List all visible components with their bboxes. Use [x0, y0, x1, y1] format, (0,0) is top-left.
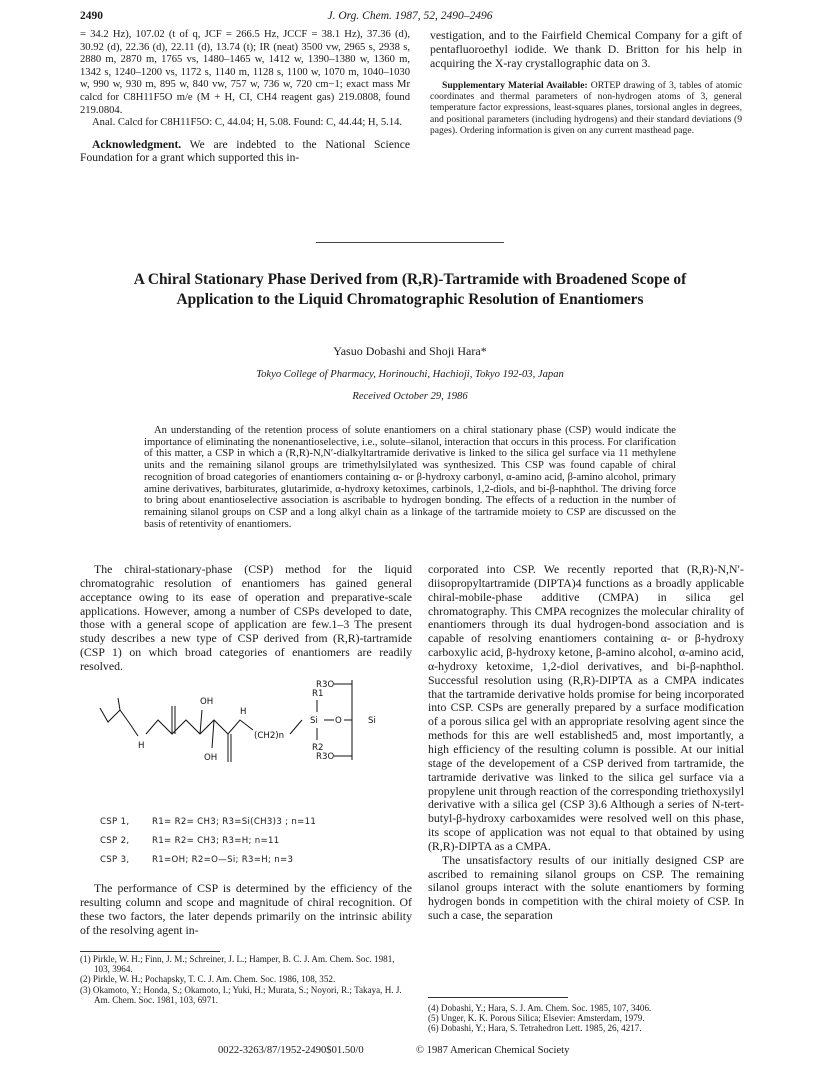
structure-figure	[90, 680, 410, 805]
csp-row	[100, 836, 316, 855]
intro-paragraph-2	[80, 882, 412, 937]
r3o-label-top: R3O	[316, 680, 335, 690]
si-label: Si	[310, 716, 318, 726]
csp-definition: R1= R2= CH3; R3=H; n=11	[152, 836, 280, 846]
r3o-label-bottom: R3O	[316, 752, 335, 762]
prev-article-spectra: = 34.2 Hz), 107.02 (t of q, JCF = 266.5 Hz, JCCF = 38.1 Hz), 37.36 (d), 30.92 (d), 22.36 (d), 22.11 (d), 13.74 (t); IR (neat) 3500 vw, 2965 s, 2938 s, 2880 m, 2870 m, 1765 vs, 1480–1465 w, 1412 w, 1390–1380 w, 1360 m, 1342 s, 1240–1200 vs, 1172 s, 1140 m, 1128 s, 1100 w, 1070 m, 1040–1030 w, 990 w, 930 m, 895 w, 840 vw, 757 w, 736 w, 720 cm−1; exact mass Mr calcd for C8H11F5O m/e (M + H, CI, CH4 reagent gas) 219.0808, found 219.0804.	[80, 29, 410, 116]
isopropyl-branch	[118, 698, 120, 710]
csp-name: CSP 1,	[100, 817, 130, 827]
supplementary-material	[430, 80, 742, 137]
body-text-right-1: corporated into CSP. We recently reported that (R,R)-N,N′-diisopropyltartramide (DIPTA)4 functions as a broadly applicable chiral-mobile-phase additive (CMPA) in silica gel chromatography. This CMPA recognizes the molecular chirality of enantiomers through its dual hydrogen-bond association and is capable of resolving enantiomers containing α- or β-hydroxy carboxylic acid, β-hydroxy ketone, β-amino alcohol, α-amino acid, α-hydroxy ketoxime, 1,2-diol derivatives, and bi-β-naphthol. Successful resolution using (R,R)-DIPTA as a CMPA indicates that the tartramide derivative holds promise for being incorporated into CSP. CSPs are generally prepared by a surface modification of a porous silica gel with an appropriate resolving agent since the methods for this are well established5 and, most importantly, a high efficiency of the resulting column is possible. At our initial stage of the developement of a CSP derived from tartramide, the tartramide derivative was linked to the silica gel surface via a propylene unit through reaction of the corresponding triethoxysilyl derivative with a silica gel (CSP 3).6 Although a series of N-tert-butyl-β-hydroxy carboxamides were resolved well on this phase, its scope of application was not equal to that obtained by using (R,R)-DIPTA as a CMPA.	[428, 562, 744, 853]
running-header: J. Org. Chem. 1987, 52, 2490–2496	[327, 10, 493, 22]
nh-label-left: H	[138, 741, 145, 751]
footnote: (4) Dobashi, Y.; Hara, S. J. Am. Chem. Soc. 1985, 107, 3406.	[428, 1003, 652, 1013]
prev-article-left-column	[80, 29, 410, 165]
received-date: Received October 29, 1986	[352, 391, 468, 402]
body-text-right-2: The unsatisfactory results of our initially designed CSP are ascribed to remaining silanol groups on CSP. The remaining silanol groups interact with the solute enantiomers by forming hydrogen bonds in competition with the chiral moiety of CSP. In such a case, the separation	[428, 852, 744, 923]
abstract: An understanding of the retention process of solute enantiomers on a chiral stationary phase (CSP) would indicate the importance of eliminating the nonenantioselective, i.e., solute–silanol, interaction that occurs in this process. For clarification of this matter, a CSP in which a (R,R)-N,N′-dialkyltartramide derivative is linked to the silica gel surface via 11 methylene units and the remaining silanol groups are trimethylsilylated was synthesized. This CSP was found capable of chiral recognition of broad categories of enantiomers containing α- or β-hydroxy carbonyl, α-amino acid, β-amino alcohol, primary amine derivatives, barbiturates, glutarimide, α-hydroxy ketoximes, carbinols, 1,2-diols, and bi-β-naphthol. The driving force to bring about enantioselective association is ascribable to hydrogen bonding. The effects of a reduction in the number of remaining silanol groups on CSP and a long alkyl chain as a linkage of the tartramide moiety to CSP are discussed on the basis of retentivity of enantiomers.	[144, 425, 676, 530]
csp-definitions	[100, 817, 316, 874]
oh-bond-top	[200, 710, 202, 734]
r1-label: R1	[312, 689, 324, 699]
prev-article-right-column	[430, 29, 742, 137]
supp-heading: Supplementary Material Available:	[442, 79, 588, 91]
affiliation: Tokyo College of Pharmacy, Horinouchi, Hachioji, Tokyo 192-03, Japan	[256, 369, 564, 380]
footnote: (6) Dobashi, Y.; Hara, S. Tetrahedron Lett. 1985, 26, 4217.	[428, 1023, 642, 1034]
r2-label: R2	[312, 743, 324, 753]
page-number: 2490	[80, 10, 103, 22]
authors: Yasuo Dobashi and Shoji Hara*	[333, 344, 487, 358]
footer-copyright: © 1987 American Chemical Society	[416, 1045, 570, 1056]
intro-text-2: The performance of CSP is determined by the efficiency of the resulting column and scope and magnitude of chiral recognition. Of these two factors, the later depends primarily on the intrinsic ability of the resolving agent in-	[80, 881, 412, 937]
csp-definition: R1= R2= CH3; R3=Si(CH3)3 ; n=11	[152, 817, 317, 827]
oh-label-bottom: OH	[204, 753, 218, 763]
backbone-bond	[146, 720, 253, 734]
oh-label-top: OH	[200, 697, 214, 707]
intro-paragraph-1	[80, 563, 412, 674]
ack-continued: vestigation, and to the Fairfield Chemical Company for a gift of pentafluoroethyl iodide. We thank D. Britton for his help in acquiring the X-ray crystallographic data on 3.	[430, 28, 742, 70]
footnote-rule-left	[80, 951, 220, 952]
csp-name: CSP 2,	[100, 836, 130, 846]
footnotes-right	[428, 1003, 744, 1034]
ack-text: We are indebted to the National Science Foundation for a grant which supported this in-	[80, 137, 410, 165]
csp-name: CSP 3,	[100, 855, 130, 865]
intro-text-1: The chiral-stationary-phase (CSP) method for the liquid chromatograhic resolution of enantiomers has gained general acceptance owing to its ease of operation and preparative-scale applications. However, among a number of CSPs developed to date, those with a general scope of application are few.1–3 The present study describes a new type of CSP derived from (R,R)-tartramide (CSP 1) on which broad categories of enantiomers are readily resolved.	[80, 562, 412, 673]
prev-article-analysis: Anal. Calcd for C8H11F5O: C, 44.04; H, 5.08. Found: C, 44.44; H, 5.14.	[92, 117, 403, 129]
csp-definition: R1=OH; R2=O—Si; R3=H; n=3	[152, 855, 294, 865]
article-title: A Chiral Stationary Phase Derived from (R,R)-Tartramide with Broadened Scope of Application to the Liquid Chromatographic Resolution of Enantiomers	[133, 271, 687, 308]
supp-text: ORTEP drawing of 3, tables of atomic coordinates and thermal parameters of non-hydrogen atoms of 3, general temperature factor expressions, least-squares planes, torsional angles in degrees, and positional parameters (including hydrogens) and their standard deviations (9 pages). Ordering information is given on any current masthead page.	[430, 79, 742, 137]
csp-row	[100, 817, 316, 836]
footnote: (5) Unger, K. K. Porous Silica; Elsevier: Amsterdam, 1979.	[428, 1013, 645, 1024]
si-surface-label: Si	[368, 716, 376, 726]
footnote: (1) Pirkle, W. H.; Finn, J. M.; Schreiner, J. L.; Hamper, B. C. J. Am. Chem. Soc. 1981, 103, 3964.	[80, 954, 395, 975]
footnotes-left	[80, 954, 412, 1005]
o-label: O	[335, 716, 342, 726]
csp-row	[100, 855, 316, 874]
oh-bond-bottom	[212, 720, 214, 748]
chain-bond	[290, 720, 302, 734]
acknowledgment	[80, 138, 410, 165]
nh-label-right: H	[240, 707, 247, 717]
ack-heading: Acknowledgment.	[92, 137, 182, 151]
footer-code: 0022-3263/87/1952-2490$01.50/0	[218, 1045, 364, 1056]
footnote-rule-right	[428, 997, 568, 998]
isopropyl-bond	[100, 708, 138, 736]
footnote: (3) Okamoto, Y.; Honda, S.; Okamoto, I.; Yuki, H.; Murata, S.; Noyori, R.; Takaya, H. J. Am. Chem. Soc. 1981, 103, 6971.	[80, 984, 402, 1005]
right-body-column	[428, 563, 744, 923]
article-separator	[316, 242, 504, 243]
footnote: (2) Pirkle, W. H.; Pochapsky, T. C. J. Am. Chem. Soc. 1986, 108, 352.	[80, 974, 336, 985]
chain-label: (CH2)n	[254, 731, 285, 741]
